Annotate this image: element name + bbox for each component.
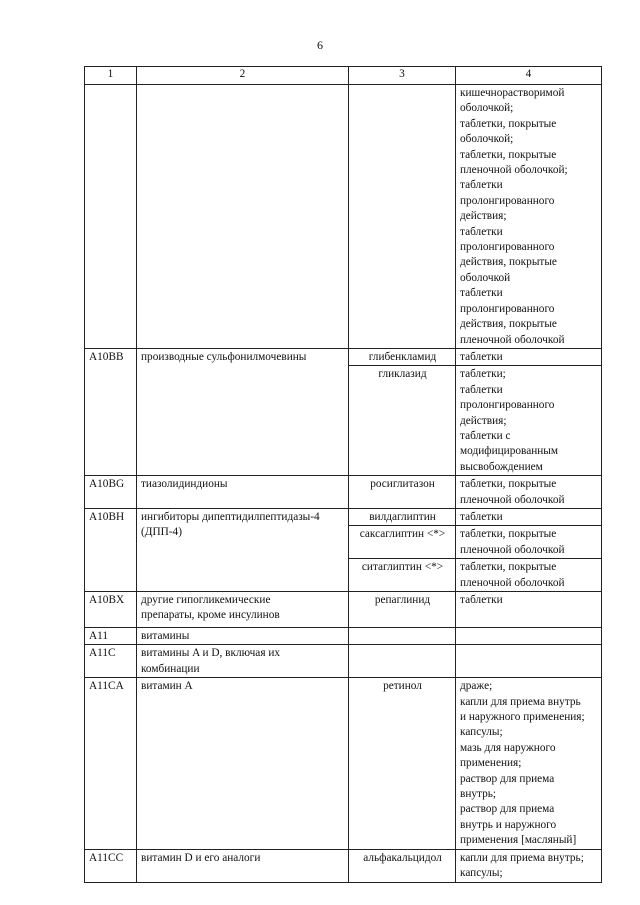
cell-line: другие гипогликемические (141, 594, 271, 606)
dosage-form-cell (456, 645, 602, 678)
table-row (85, 85, 602, 349)
cell-line: пролонгированного (460, 302, 555, 315)
group-name-cell (137, 628, 349, 645)
group-name-cell (137, 645, 349, 678)
group-name-cell (137, 348, 349, 475)
dosage-form-cell (456, 849, 602, 882)
group-name-cell (137, 592, 349, 628)
dosage-form-cell (456, 559, 602, 592)
cell-line: капли для приема внутрь (460, 695, 581, 708)
page-number: 6 (317, 38, 323, 52)
cell-line: витамин D и его аналоги (141, 851, 261, 864)
table-row (85, 592, 602, 628)
dosage-form-cell (456, 592, 602, 628)
cell-line: комбинации (141, 662, 200, 675)
table-row (85, 849, 602, 882)
atc-code-cell: A10BG (85, 476, 137, 509)
cell-line: таблетки (460, 179, 503, 192)
drug-table (84, 66, 602, 883)
cell-line: пленочной оболочкой (460, 576, 565, 589)
table-row (85, 645, 602, 678)
cell-line: таблетки с (460, 429, 511, 442)
dosage-form-cell (456, 628, 602, 645)
cell-line: раствор для приема (460, 772, 555, 785)
drug-name-cell (349, 85, 456, 349)
atc-code-cell: A10BX (85, 592, 137, 628)
cell-line: таблетки (460, 510, 503, 523)
cell-line: производные сульфонилмочевины (141, 350, 307, 363)
cell-line: пленочной оболочкой (460, 543, 565, 556)
header-cell: 4 (456, 67, 602, 85)
cell-line: высвобождением (460, 460, 543, 473)
cell-line: витамины (141, 630, 190, 642)
cell-line: таблетки (460, 594, 503, 606)
table-row (85, 348, 602, 365)
cell-line: таблетки, покрытые (460, 561, 557, 574)
cell-line: раствор для приема (460, 803, 555, 816)
cell-line: пленочной оболочкой; (460, 164, 568, 177)
header-cell: 1 (85, 67, 137, 85)
cell-line: оболочкой; (460, 133, 514, 146)
cell-line: капли для приема внутрь; (460, 851, 584, 864)
cell-line: капсулы; (460, 726, 503, 739)
cell-line: пролонгированного (460, 241, 555, 254)
cell-line: действия, покрытые (460, 318, 557, 331)
table-row (85, 678, 602, 849)
cell-line: и наружного применения; (460, 711, 585, 724)
cell-line: витамин A (141, 680, 193, 693)
atc-code-cell: A10BB (85, 348, 137, 475)
cell-line: ингибиторы дипептидилпептидазы-4 (141, 510, 320, 523)
drug-name-cell (349, 645, 456, 678)
cell-line: пленочной оболочкой (460, 493, 565, 506)
group-name-cell (137, 678, 349, 849)
drug-name-cell: саксаглиптин <*> (349, 526, 456, 559)
drug-name-cell: глибенкламид (349, 348, 456, 365)
drug-name-cell (349, 628, 456, 645)
cell-line: пролонгированного (460, 194, 555, 207)
cell-line: внутрь и наружного (460, 818, 557, 831)
cell-line: таблетки, покрытые (460, 148, 557, 161)
cell-line: таблетки, покрытые (460, 117, 557, 130)
cell-line: применения; (460, 757, 522, 770)
dosage-form-cell (456, 678, 602, 849)
cell-line: таблетки (460, 350, 503, 363)
cell-line: тиазолидиндионы (141, 478, 228, 491)
cell-line: таблетки; (460, 368, 506, 381)
header-cell: 3 (349, 67, 456, 85)
cell-line: действия, покрытые (460, 256, 557, 269)
dosage-form-cell (456, 85, 602, 349)
group-name-cell (137, 849, 349, 882)
dosage-form-cell (456, 476, 602, 509)
cell-line: таблетки (460, 287, 503, 300)
cell-line: оболочкой (460, 271, 511, 284)
cell-line: пленочной оболочкой (460, 333, 565, 346)
cell-line: модифицированным (460, 445, 559, 458)
table-header-row (85, 67, 602, 85)
atc-code-cell: A11C (85, 645, 137, 678)
cell-line: пролонгированного (460, 399, 555, 412)
cell-line: действия; (460, 414, 507, 427)
atc-code-cell: A11CA (85, 678, 137, 849)
atc-code-cell: A10BH (85, 508, 137, 591)
cell-line: таблетки (460, 225, 503, 238)
cell-line: действия; (460, 210, 507, 223)
dosage-form-cell (456, 526, 602, 559)
group-name-cell (137, 508, 349, 591)
cell-line: таблетки, покрытые (460, 528, 557, 541)
drug-name-cell: гликлазид (349, 366, 456, 476)
atc-code-cell: A11CC (85, 849, 137, 882)
group-name-cell (137, 85, 349, 349)
cell-line: капсулы; (460, 867, 503, 880)
cell-line: кишечнорастворимой (460, 87, 565, 99)
cell-line: внутрь; (460, 788, 497, 801)
cell-line: таблетки, покрытые (460, 478, 557, 491)
cell-line: (ДПП-4) (141, 526, 182, 539)
atc-code-cell: A11 (85, 628, 137, 645)
cell-line: препараты, кроме инсулинов (141, 609, 280, 622)
cell-line: витамины A и D, включая их (141, 647, 281, 660)
header-cell: 2 (137, 67, 349, 85)
cell-line: драже; (460, 680, 493, 693)
dosage-form-cell (456, 348, 602, 365)
cell-line: мазь для наружного (460, 741, 556, 754)
dosage-form-cell (456, 366, 602, 476)
cell-line: оболочкой; (460, 102, 514, 115)
group-name-cell (137, 476, 349, 509)
drug-name-cell: вилдаглиптин (349, 508, 456, 525)
atc-code-cell (85, 85, 137, 349)
dosage-form-cell (456, 508, 602, 525)
table-row (85, 476, 602, 509)
drug-name-cell: ситаглиптин <*> (349, 559, 456, 592)
cell-line: таблетки (460, 383, 503, 396)
drug-name-cell: репаглинид (349, 592, 456, 628)
cell-line: применения [масляный] (460, 834, 577, 847)
table-body (85, 85, 602, 883)
drug-name-cell: росиглитазон (349, 476, 456, 509)
table-row (85, 508, 602, 525)
table-row (85, 628, 602, 645)
drug-name-cell: альфакальцидол (349, 849, 456, 882)
drug-name-cell: ретинол (349, 678, 456, 849)
